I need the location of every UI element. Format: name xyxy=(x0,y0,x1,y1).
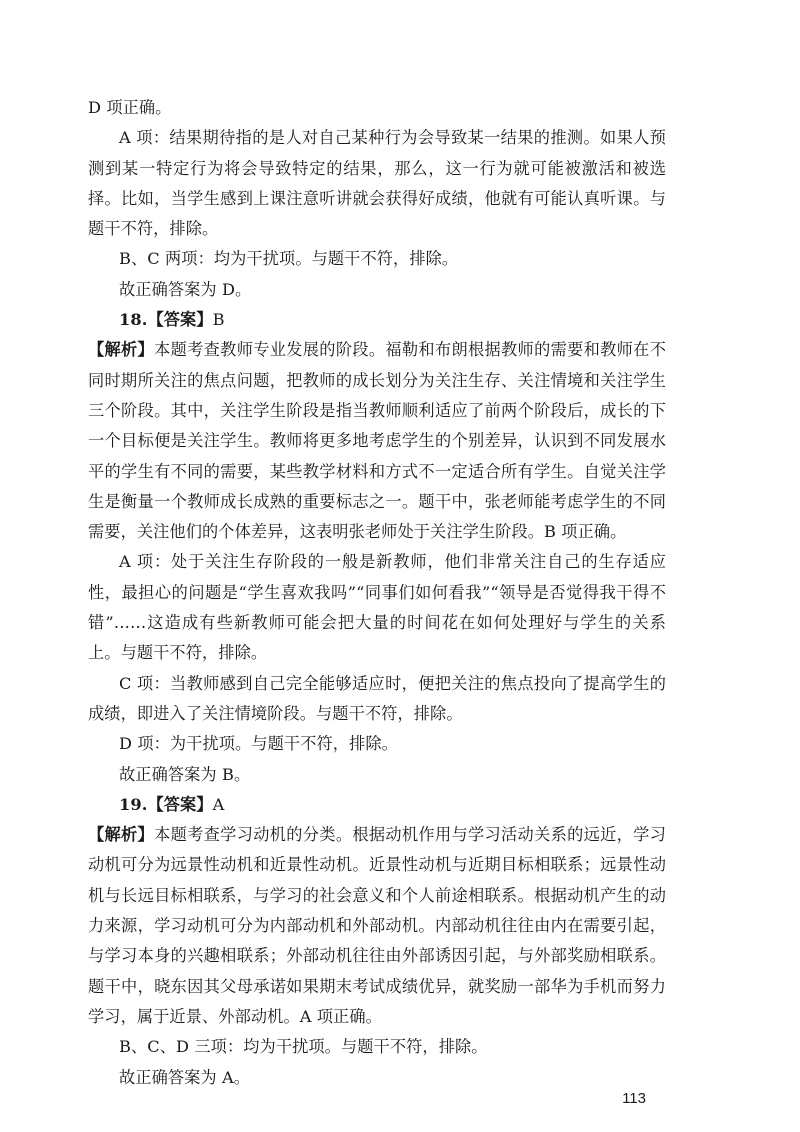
question-19-answer xyxy=(88,790,666,820)
paragraph-19-options-bcd: B、C、D 三项：均为干扰项。与题干不符，排除。 xyxy=(119,1037,488,1057)
page-number: 113 xyxy=(622,1090,646,1107)
paragraph-18-option-c: C 项：当教师感到自己完全能够适应时，便把关注的焦点投向了提高学生的成绩，即进入了关注情境阶段。与题干不符，排除。 xyxy=(88,673,666,723)
paragraph-final-answer-17: 故正确答案为 D。 xyxy=(119,279,252,299)
paragraph-option-a: A 项：结果期待指的是人对自己某种行为会导致某一结果的推测。如果人预测到某一特定行为将会导致特定的结果，那么，这一行为就可能被激活和被选择。比如，当学生感到上课注意听讲就会获得好成绩，他就有可能认真听课。与题干不符，排除。 xyxy=(88,128,666,239)
question-18-analysis: 【解析】本题考查教师专业发展的阶段。福勒和布朗根据教师的需要和教师在不同时期所关注的焦点问题，把教师的成长划分为关注生存、关注情境和关注学生三个阶段。其中，关注学生阶段是指当教师顺利适应了前两个阶段后，成长的下一个目标便是关注学生。教师将更多地考虑学生的个别差异，认识到不同发展水平的学生有不同的需要，某些教学材料和方式不一定适合所有学生。自觉关注学生是衡量一个教师成长成熟的重要标志之一。题干中，张老师能考虑学生的不同需要，关注他们的个体差异，这表明张老师处于关注学生阶段。B 项正确。 xyxy=(88,340,666,542)
paragraph-d-correct: D 项正确。 xyxy=(88,98,172,117)
paragraph-options-bc: B、C 两项：均为干扰项。与题干不符，排除。 xyxy=(119,249,459,269)
page-content xyxy=(88,93,666,1093)
question-19-analysis: 【解析】本题考查学习动机的分类。根据动机作用与学习活动关系的远近，学习动机可分为远景性动机和近景性动机。近景性动机与近期目标相联系；远景性动机与长远目标相联系，与学习的社会意义和个人前途相联系。根据动机产生的动力来源，学习动机可分为内部动机和外部动机。内部动机往往由内在需要引起，与学习本身的兴趣相联系；外部动机往往由外部诱因引起，与外部奖励相联系。题干中，晓东因其父母承诺如果期末考试成绩优异，就奖励一部华为手机而努力学习，属于近景、外部动机。A 项正确。 xyxy=(88,825,666,1026)
question-18-answer xyxy=(88,305,666,335)
analysis-label: 【解析】 xyxy=(88,825,155,845)
answer-label: 19.【答案】 xyxy=(119,794,213,814)
paragraph-18-option-d: D 项：为干扰项。与题干不符，排除。 xyxy=(119,734,398,754)
paragraph-final-answer-18: 故正确答案为 B。 xyxy=(119,764,251,784)
analysis-label: 【解析】 xyxy=(88,340,155,360)
answer-label: 18.【答案】 xyxy=(119,310,213,330)
answer-value: B xyxy=(212,310,225,330)
answer-value: A xyxy=(212,794,225,814)
paragraph-final-answer-19: 故正确答案为 A。 xyxy=(119,1067,251,1087)
paragraph-18-option-a: A 项：处于关注生存阶段的一般是新教师，他们非常关注自己的生存适应性，最担心的问题是“学生喜欢我吗”“同事们如何看我”“领导是否觉得我干得不错”……这造成有些新教师可能会把大量的时间花在如何处理好与学生的关系上。与题干不符，排除。 xyxy=(88,552,666,663)
